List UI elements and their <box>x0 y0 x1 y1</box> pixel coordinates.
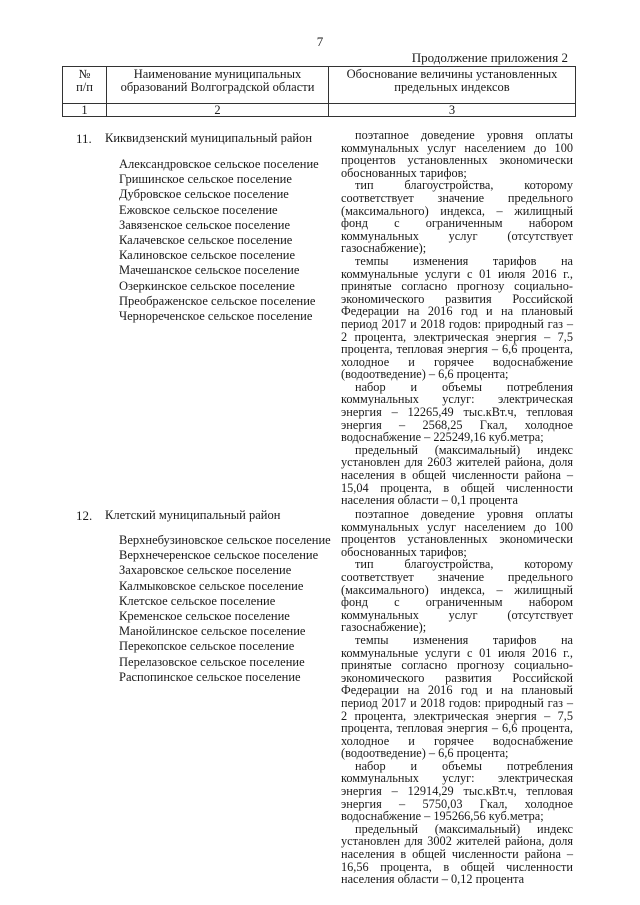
header-col-name: Наименование муниципальных образований Волгоградской области <box>107 67 329 104</box>
justification-paragraph: предельный (максимальный) индекс установлен для 3002 жителей района, доля населения в общей численности района – 16,56 процента, в общей численности населения области – 0,12 процента <box>341 821 573 887</box>
list-item: Калиновское сельское поселение <box>119 248 296 263</box>
district-name: Клетский муниципальный район <box>105 508 281 522</box>
justification-text <box>341 129 573 507</box>
header-col-justification: Обоснование величины установленных предельных индексов <box>329 67 576 104</box>
justification-paragraph: тип благоустройства, которому соответствует значение предельного (максимального) индекса, – жилищный фонд с ограниченным набором коммунальных услуг (отсутствует газоснабжение); <box>341 178 573 256</box>
list-item: Ежовское сельское поселение <box>119 202 278 217</box>
list-item: Верхнебузиновское сельское поселение <box>119 533 331 547</box>
list-item: Озеркинское сельское поселение <box>119 278 295 293</box>
list-item: Распопинское сельское поселение <box>119 669 301 684</box>
header-num-1: 1 <box>63 104 107 117</box>
page-number: 7 <box>316 34 324 49</box>
list-item: Калмыковское сельское поселение <box>119 578 304 593</box>
list-item: Мачешанское сельское поселение <box>119 263 300 278</box>
list-item: Перекопское сельское поселение <box>119 639 295 654</box>
list-item: Калачевское сельское поселение <box>119 233 293 248</box>
list-item: Манойлинское сельское поселение <box>119 624 306 639</box>
row-number: 12. <box>76 508 93 523</box>
list-item: Кременское сельское поселение <box>119 609 290 624</box>
list-item: Преображенское сельское поселение <box>119 293 316 308</box>
table-header <box>62 66 576 117</box>
justification-paragraph: темпы изменения тарифов на коммунальные услуги с 01 июля 2016 г., принятые согласно прогнозу социально-экономического развития Российской Федерации на 2016 год и на плановый период 2017 и 2018 годов: природный газ – 2 процента, электрическая энергия – 7,5 процента, тепловая энергия – 6,6 процента, холодное и горячее водоснабжение (водоотведение) – 6,6 процента; <box>341 632 573 761</box>
district-name: Киквидзенский муниципальный район <box>105 131 313 145</box>
justification-paragraph: поэтапное доведение уровня оплаты коммунальных услуг населением до 100 процентов установленных экономически обоснованных тарифов; <box>341 128 573 180</box>
list-item: Александровское сельское поселение <box>119 157 319 171</box>
list-item: Верхнечеренское сельское поселение <box>119 548 319 563</box>
list-item: Гришинское сельское поселение <box>119 172 292 187</box>
settlements-list <box>119 157 319 324</box>
continuation-label: Продолжение приложения 2 <box>411 50 568 65</box>
list-item: Клетское сельское поселение <box>119 593 276 608</box>
list-item: Перелазовское сельское поселение <box>119 654 305 669</box>
list-item: Дубровское сельское поселение <box>119 187 289 202</box>
settlements-list <box>119 533 331 685</box>
justification-paragraph: поэтапное доведение уровня оплаты коммунальных услуг населением до 100 процентов установленных экономически обоснованных тарифов; <box>341 507 573 559</box>
row-number: 11. <box>76 131 92 146</box>
list-item: Захаровское сельское поселение <box>119 563 292 578</box>
list-item: Чернореченское сельское поселение <box>119 309 313 324</box>
header-num-3: 3 <box>329 104 576 117</box>
justification-paragraph: тип благоустройства, которому соответствует значение предельного (максимального) индекса, – жилищный фонд с ограниченным набором коммунальных услуг (отсутствует газоснабжение); <box>341 557 573 635</box>
justification-paragraph: набор и объемы потребления коммунальных услуг: электрическая энергия – 12914,29 тыс.кВт.ч, тепловая энергия – 5750,03 Гкал, холодное водоснабжение – 195266,56 куб.метра; <box>341 758 573 824</box>
header-num-2: 2 <box>107 104 329 117</box>
justification-paragraph: предельный (максимальный) индекс установлен для 2603 жителей района, доля населения в общей численности района – 15,04 процента, в общей численности населения области – 0,1 процента <box>341 442 573 508</box>
justification-paragraph: набор и объемы потребления коммунальных услуг: электрическая энергия – 12265,49 тыс.кВт.ч, тепловая энергия – 2568,25 Гкал, холодное водоснабжение – 225249,16 куб.метра; <box>341 379 573 445</box>
list-item: Завязенское сельское поселение <box>119 217 290 232</box>
header-col-number: № п/п <box>63 67 107 104</box>
justification-text <box>341 508 573 886</box>
justification-paragraph: темпы изменения тарифов на коммунальные услуги с 01 июля 2016 г., принятые согласно прогнозу социально-экономического развития Российской Федерации на 2016 год и на плановый период 2017 и 2018 годов: природный газ – 2 процента, электрическая энергия – 7,5 процента, тепловая энергия – 6,6 процента, холодное и горячее водоснабжение (водоотведение) – 6,6 процента; <box>341 253 573 382</box>
